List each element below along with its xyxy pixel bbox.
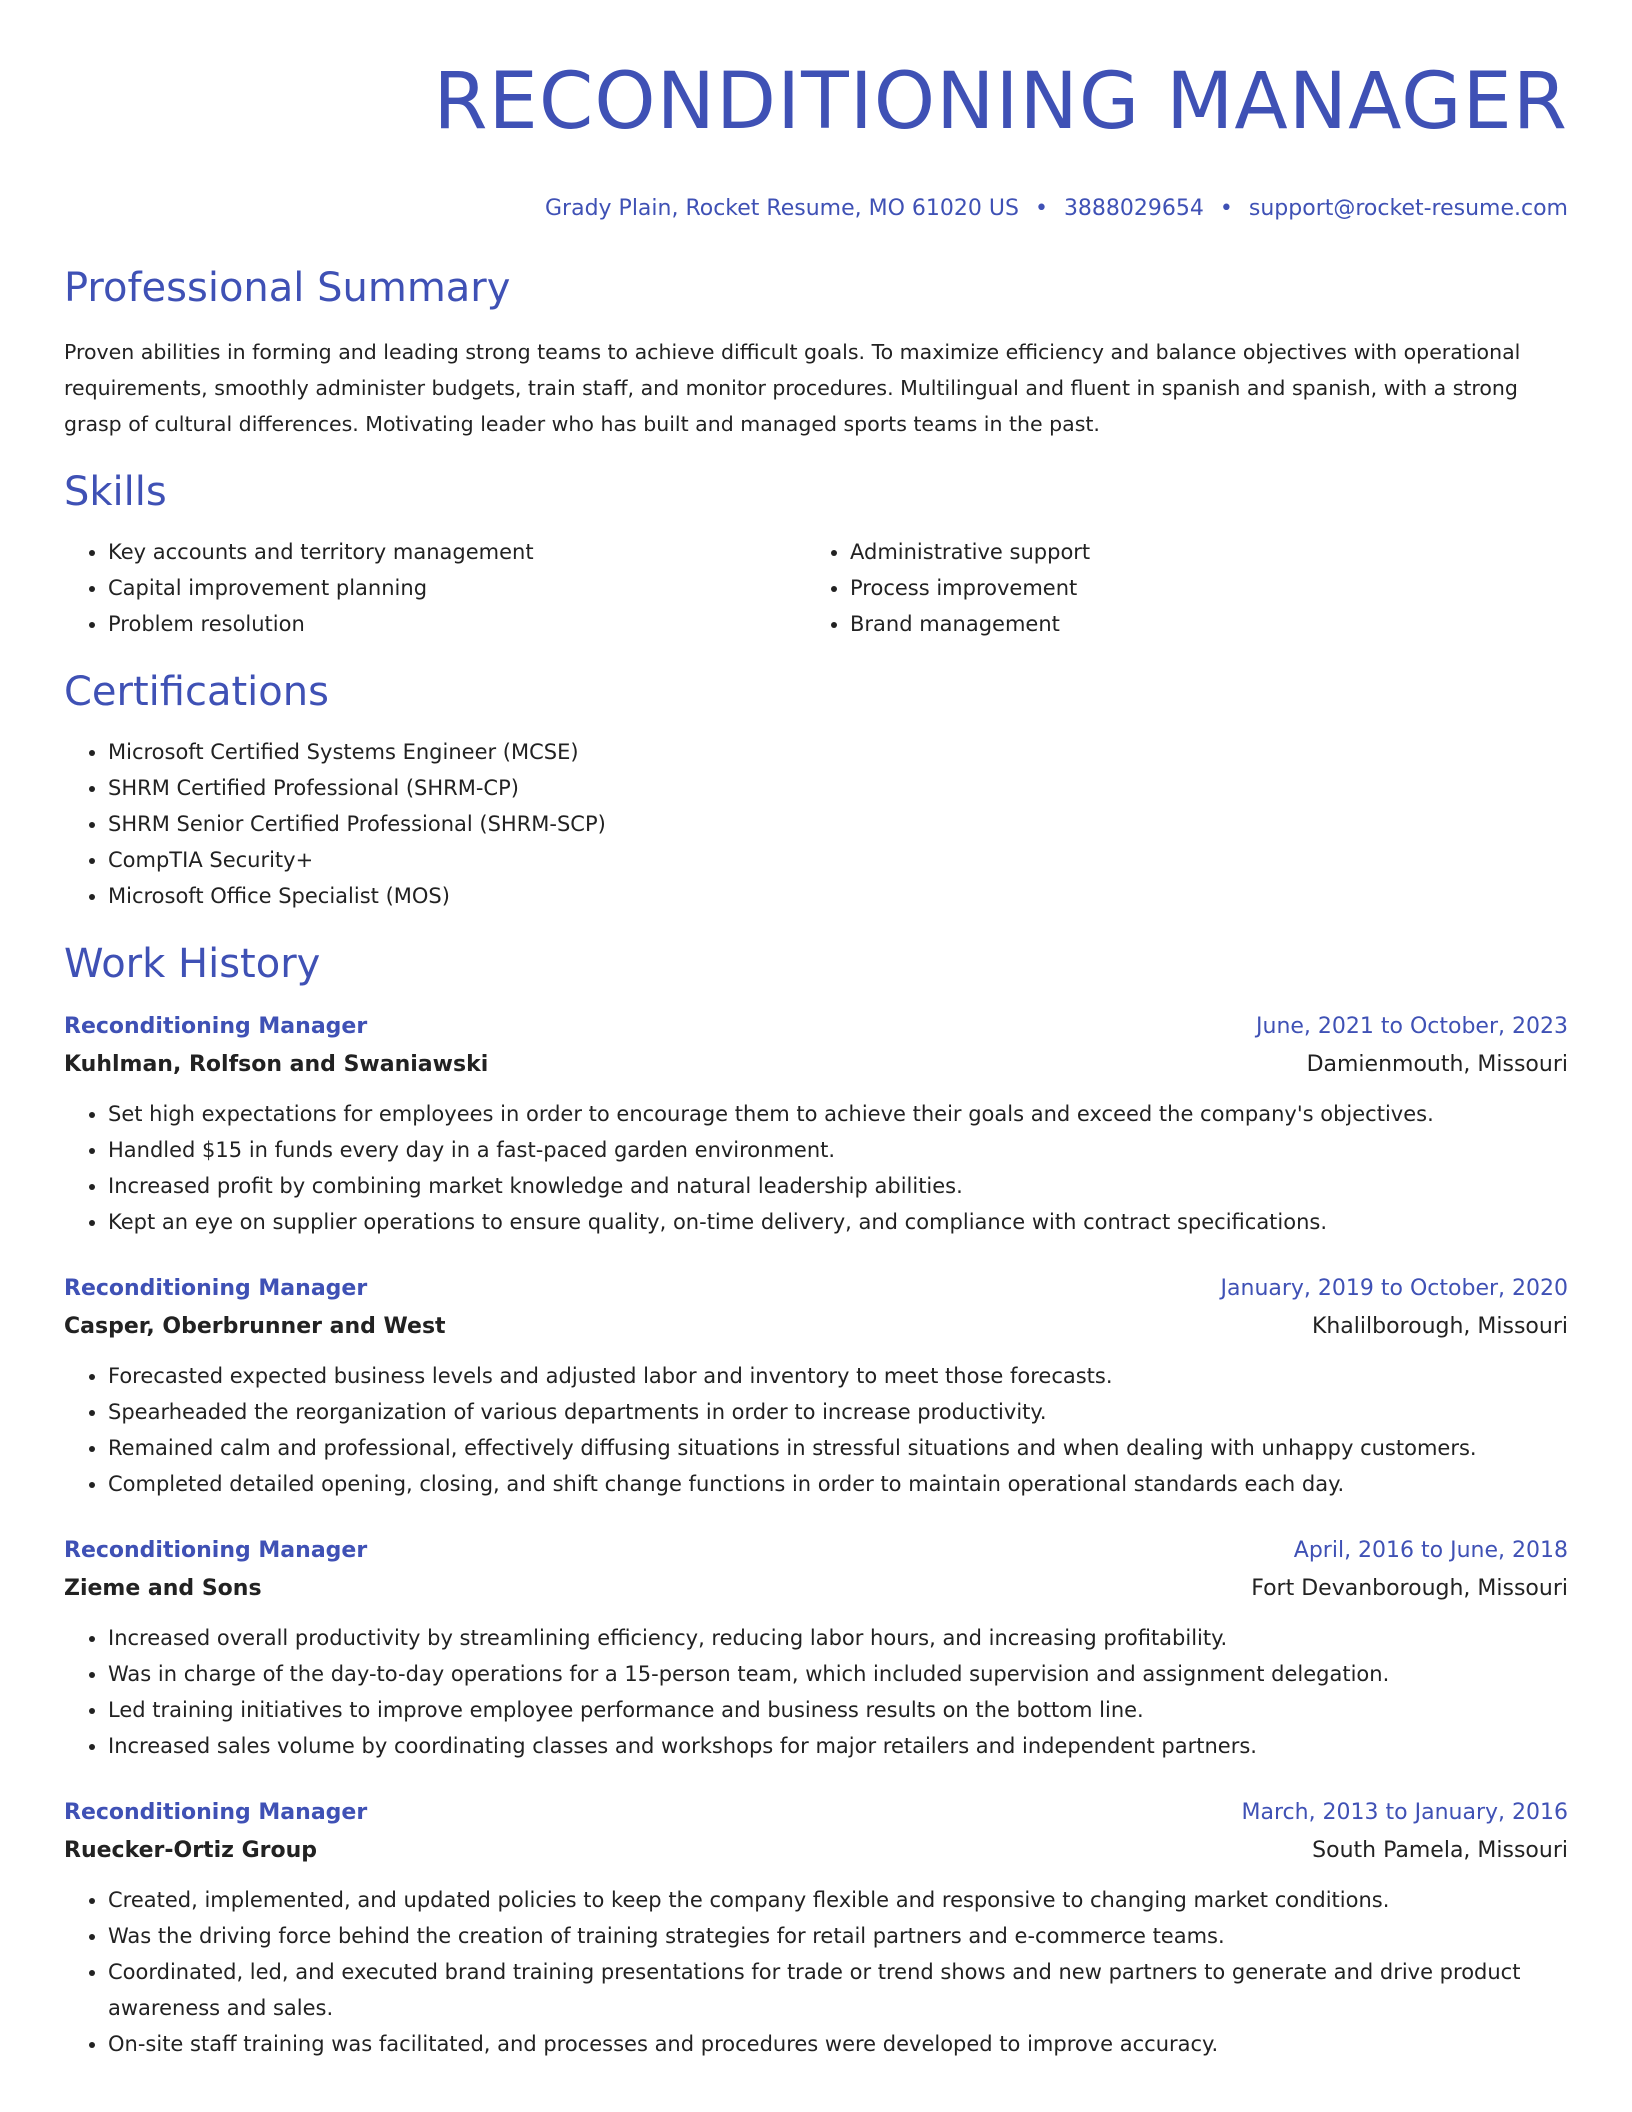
- job-bullet: • Increased profit by combining market knowledge and natural leadership abilities.: [108, 1168, 1568, 1204]
- skill-item: • Process improvement: [850, 570, 1548, 606]
- resume-title: RECONDITIONING MANAGER: [433, 57, 1568, 147]
- contact-separator: •: [1219, 196, 1233, 221]
- job-bullet: • Increased sales volume by coordinating classes and workshops for major retailers and independent partners.: [108, 1728, 1568, 1764]
- summary-heading: Professional Summary: [64, 265, 511, 311]
- job-company-row: [64, 1832, 1568, 1870]
- job-company: Ruecker-Ortiz Group: [64, 1838, 318, 1863]
- summary-section: [64, 264, 1568, 442]
- resume-header: [64, 0, 1568, 224]
- contact-line: [64, 194, 1568, 224]
- job-company-row: [64, 1308, 1568, 1346]
- certifications-heading: Certifications: [64, 669, 329, 715]
- job-bullet: • Coordinated, led, and executed brand training presentations for trade or trend shows and new partners to generate and drive product awareness and sales.: [108, 1954, 1568, 2026]
- skill-item: • Capital improvement planning: [108, 570, 806, 606]
- job-company-row: [64, 1570, 1568, 1608]
- job-bullet: • Handled $15 in funds every day in a fast-paced garden environment.: [108, 1132, 1568, 1168]
- skill-item: • Administrative support: [850, 534, 1548, 570]
- job-bullets: [64, 1882, 1568, 2062]
- summary-text: Proven abilities in forming and leading strong teams to achieve difficult goals. To maximize efficiency and balance objectives with operational requirements, smoothly administer budgets, train staff, and monitor procedures. Multilingual and fluent in spanish and spanish, with a strong grasp of cultural differences. Motivating leader who has built and managed sports teams in the past.: [64, 340, 1521, 436]
- job-entry: [64, 1794, 1568, 2062]
- skill-item: • Key accounts and territory management: [108, 534, 806, 570]
- job-title: Reconditioning Manager: [64, 1014, 368, 1039]
- job-title-row: [64, 1008, 1568, 1046]
- certifications-list: [64, 734, 1568, 914]
- certification-item: • Microsoft Certified Systems Engineer (MCSE): [108, 734, 1568, 770]
- job-bullet: • Increased overall productivity by streamlining efficiency, reducing labor hours, and increasing profitability.: [108, 1620, 1568, 1656]
- job-bullet: • Set high expectations for employees in order to encourage them to achieve their goals and exceed the company's objectives.: [108, 1096, 1568, 1132]
- work-history-heading: Work History: [64, 941, 321, 987]
- job-bullet: • Was in charge of the day-to-day operations for a 15-person team, which included supervision and assignment delegation.: [108, 1656, 1568, 1692]
- job-dates: June, 2021 to October, 2023: [1256, 1014, 1568, 1039]
- contact-phone: 3888029654: [1063, 196, 1204, 221]
- skills-list-right: [806, 534, 1548, 642]
- skills-grid: [64, 516, 1568, 642]
- contact-separator: •: [1034, 196, 1048, 221]
- job-bullet: • Created, implemented, and updated policies to keep the company flexible and responsive to changing market conditions.: [108, 1882, 1568, 1918]
- job-dates: January, 2019 to October, 2020: [1220, 1276, 1568, 1301]
- job-dates: April, 2016 to June, 2018: [1293, 1538, 1568, 1563]
- job-bullet: • Completed detailed opening, closing, and shift change functions in order to maintain operational standards each day.: [108, 1466, 1568, 1502]
- job-bullets: [64, 1620, 1568, 1764]
- job-title-row: [64, 1270, 1568, 1308]
- job-bullet: • Was the driving force behind the creation of training strategies for retail partners and e-commerce teams.: [108, 1918, 1568, 1954]
- certification-item: • Microsoft Office Specialist (MOS): [108, 878, 1568, 914]
- job-location: Fort Devanborough, Missouri: [1251, 1576, 1568, 1601]
- job-title-row: [64, 1532, 1568, 1570]
- job-bullet: • Led training initiatives to improve employee performance and business results on the bottom line.: [108, 1692, 1568, 1728]
- job-title: Reconditioning Manager: [64, 1800, 368, 1825]
- job-bullets: [64, 1358, 1568, 1502]
- job-title: Reconditioning Manager: [64, 1276, 368, 1301]
- job-company: Zieme and Sons: [64, 1576, 262, 1601]
- job-company: Casper, Oberbrunner and West: [64, 1314, 446, 1339]
- skills-section: [64, 468, 1568, 642]
- job-bullet: • On-site staff training was facilitated, and processes and procedures were developed to improve accuracy.: [108, 2026, 1568, 2062]
- job-title: Reconditioning Manager: [64, 1538, 368, 1563]
- job-dates: March, 2013 to January, 2016: [1241, 1800, 1568, 1825]
- job-entry: [64, 1532, 1568, 1764]
- work-history-section: [64, 940, 1568, 2062]
- job-bullet: • Kept an eye on supplier operations to ensure quality, on-time delivery, and compliance with contract specifications.: [108, 1204, 1568, 1240]
- job-location: Damienmouth, Missouri: [1306, 1052, 1568, 1077]
- job-company: Kuhlman, Rolfson and Swaniawski: [64, 1052, 489, 1077]
- job-bullets: [64, 1096, 1568, 1240]
- certification-item: • CompTIA Security+: [108, 842, 1568, 878]
- skill-item: • Problem resolution: [108, 606, 806, 642]
- job-bullet: • Forecasted expected business levels and adjusted labor and inventory to meet those forecasts.: [108, 1358, 1568, 1394]
- job-title-row: [64, 1794, 1568, 1832]
- contact-address: Grady Plain, Rocket Resume, MO 61020 US: [545, 196, 1019, 221]
- job-bullet: • Remained calm and professional, effectively diffusing situations in stressful situations and when dealing with unhappy customers.: [108, 1430, 1568, 1466]
- job-location: Khalilborough, Missouri: [1311, 1314, 1568, 1339]
- contact-email: support@rocket-resume.com: [1248, 196, 1568, 221]
- job-location: South Pamela, Missouri: [1312, 1838, 1568, 1863]
- skill-item: • Brand management: [850, 606, 1548, 642]
- skills-list-left: [64, 534, 806, 642]
- job-company-row: [64, 1046, 1568, 1084]
- job-bullet: • Spearheaded the reorganization of various departments in order to increase productivity.: [108, 1394, 1568, 1430]
- certification-item: • SHRM Senior Certified Professional (SHRM-SCP): [108, 806, 1568, 842]
- certification-item: • SHRM Certified Professional (SHRM-CP): [108, 770, 1568, 806]
- job-entry: [64, 1270, 1568, 1502]
- skills-heading: Skills: [64, 469, 167, 515]
- job-entry: [64, 1008, 1568, 1240]
- certifications-section: [64, 668, 1568, 914]
